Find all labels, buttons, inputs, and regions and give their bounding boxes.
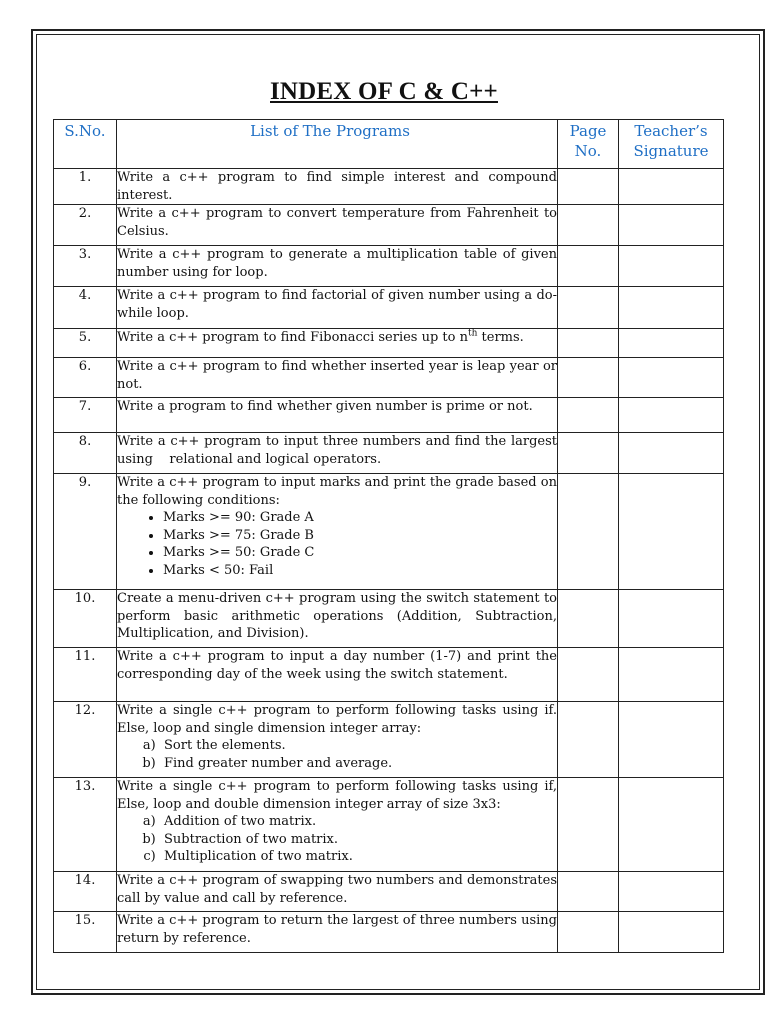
signature-cell: [619, 398, 724, 433]
signature-cell: [619, 169, 724, 205]
page-no-cell: [558, 702, 619, 778]
task-list: [117, 813, 557, 866]
programs-index-table: [53, 119, 724, 953]
row-number: 10.: [54, 590, 117, 648]
row-number: 3.: [54, 246, 117, 287]
program-description: Write a c++ program to find factorial of given number using a do-while loop.: [117, 287, 558, 329]
signature-cell: [619, 358, 724, 398]
signature-cell: [619, 702, 724, 778]
page-no-cell: [558, 912, 619, 953]
table-row: [54, 912, 724, 953]
program-description: [117, 778, 558, 872]
row-number: 1.: [54, 169, 117, 205]
row-number: 9.: [54, 474, 117, 590]
signature-cell: [619, 590, 724, 648]
page-no-cell: [558, 329, 619, 358]
table-row: [54, 398, 724, 433]
signature-cell: [619, 872, 724, 912]
signature-cell: [619, 912, 724, 953]
program-description: Write a c++ program to find simple interest and compound interest.: [117, 170, 557, 203]
page-title: INDEX OF C & C++: [270, 78, 498, 105]
row-number: 14.: [54, 872, 117, 912]
header-programs: List of The Programs: [117, 120, 558, 169]
signature-cell: [619, 433, 724, 474]
row-number: 2.: [54, 205, 117, 246]
row-number: 5.: [54, 329, 117, 358]
program-description: [117, 329, 558, 358]
list-item: • Marks < 50: Fail: [163, 562, 557, 580]
row-number: 4.: [54, 287, 117, 329]
list-item: • Marks >= 75: Grade B: [163, 527, 557, 545]
signature-cell: [619, 246, 724, 287]
table-row: [54, 329, 724, 358]
signature-cell: [619, 474, 724, 590]
page-no-cell: [558, 169, 619, 205]
task-list: [117, 737, 557, 772]
row-number: 7.: [54, 398, 117, 433]
list-item: • Marks >= 90: Grade A: [163, 509, 557, 527]
signature-cell: [619, 287, 724, 329]
table-row: [54, 872, 724, 912]
row-number: 8.: [54, 433, 117, 474]
table-row: [54, 702, 724, 778]
page-no-cell: [558, 648, 619, 702]
description-text: Write a c++ program to find Fibonacci series up to n: [117, 330, 468, 345]
row-number: 6.: [54, 358, 117, 398]
signature-cell: [619, 205, 724, 246]
page-no-cell: [558, 433, 619, 474]
page-no-cell: [558, 358, 619, 398]
grade-conditions-list: [117, 509, 557, 579]
page-no-cell: [558, 474, 619, 590]
table-row: [54, 358, 724, 398]
program-description: Write a c++ program to input a day number (1-7) and print the corresponding day of the week using the switch statement.: [117, 648, 558, 702]
page-no-cell: [558, 398, 619, 433]
page-no-cell: [558, 778, 619, 872]
description-text: Write a single c++ program to perform following tasks using if, Else, loop and double dimension integer array of size 3x3:: [117, 779, 557, 812]
program-description: Write a c++ program to return the largest of three numbers using return by reference.: [117, 912, 558, 953]
row-number: 11.: [54, 648, 117, 702]
table-row: [54, 433, 724, 474]
row-number: 12.: [54, 702, 117, 778]
program-description: Write a c++ program to convert temperature from Fahrenheit to Celsius.: [117, 205, 558, 246]
program-description: Write a c++ program to find whether inserted year is leap year or not.: [117, 358, 558, 398]
row-number: 15.: [54, 912, 117, 953]
list-item: b. Subtraction of two matrix.: [164, 831, 557, 849]
list-item: a. Addition of two matrix.: [164, 813, 557, 831]
page-no-cell: [558, 246, 619, 287]
program-description: Write a c++ program to generate a multiplication table of given number using for loop.: [117, 246, 558, 287]
program-description: Write a c++ program to input three numbers and find the largest using relational and logical operators.: [117, 433, 558, 474]
description-text: Write a single c++ program to perform following tasks using if. Else, loop and single dimension integer array:: [117, 703, 557, 736]
row-number: 13.: [54, 778, 117, 872]
program-description: Write a program to find whether given number is prime or not.: [117, 398, 558, 433]
signature-cell: [619, 329, 724, 358]
program-description: [117, 474, 558, 590]
table-row: [54, 246, 724, 287]
table-row: [54, 474, 724, 590]
list-item: a. Sort the elements.: [164, 737, 557, 755]
signature-cell: [619, 648, 724, 702]
table-row: [54, 169, 724, 205]
header-teacher-signature: Teacher’s Signature: [619, 120, 724, 169]
description-text-end: terms.: [477, 330, 524, 345]
table-row: [54, 590, 724, 648]
table-row: [54, 205, 724, 246]
page-no-cell: [558, 287, 619, 329]
program-description: Create a menu-driven c++ program using the switch statement to perform basic arithmetic operations (Addition, Subtraction, Multiplication, and Division).: [117, 590, 558, 648]
page-no-cell: [558, 590, 619, 648]
description-text: Write a c++ program to input marks and print the grade based on the following conditions:: [117, 475, 557, 508]
list-item: b. Find greater number and average.: [164, 755, 557, 773]
signature-cell: [619, 778, 724, 872]
page-no-cell: [558, 872, 619, 912]
table-row: [54, 287, 724, 329]
superscript-th: th: [468, 328, 478, 339]
list-item: c. Multiplication of two matrix.: [164, 848, 557, 866]
program-description: Write a c++ program of swapping two numbers and demonstrates call by value and call by reference.: [117, 872, 558, 912]
header-sno: S.No.: [54, 120, 117, 169]
header-page-no: Page No.: [558, 120, 619, 169]
program-description: [117, 702, 558, 778]
table-row: [54, 778, 724, 872]
table-row: [54, 648, 724, 702]
page-no-cell: [558, 205, 619, 246]
table-header-row: [54, 120, 724, 169]
list-item: • Marks >= 50: Grade C: [163, 544, 557, 562]
